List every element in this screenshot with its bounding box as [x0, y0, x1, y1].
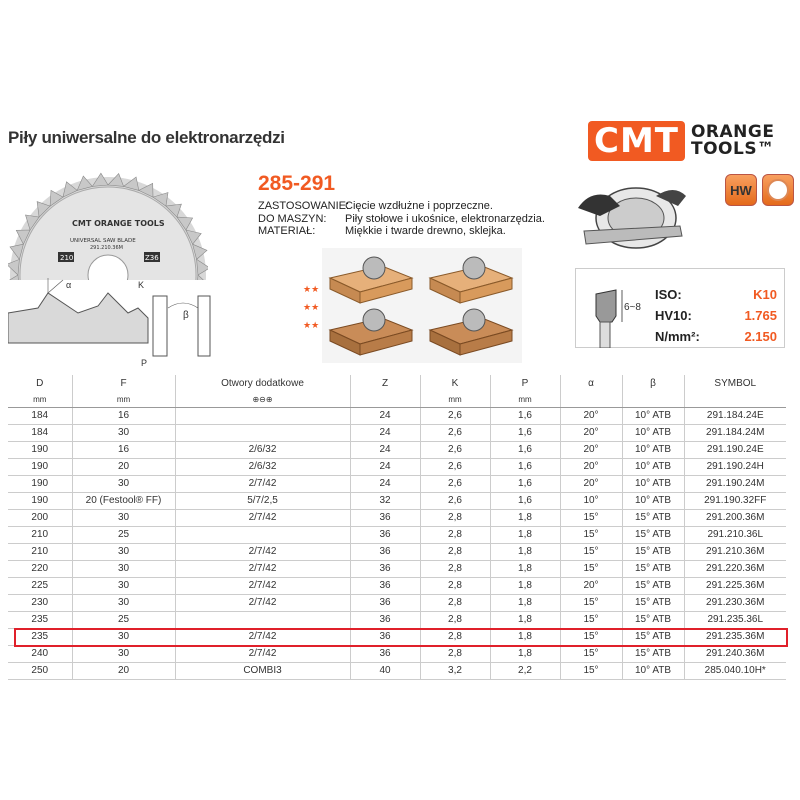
hardness-row [655, 326, 777, 347]
cell-beta: 15° ATB [622, 560, 684, 577]
cell-beta: 15° ATB [622, 594, 684, 611]
cell-p: 1,6 [490, 475, 560, 492]
cell-k: 2,6 [420, 424, 490, 441]
cell-alpha: 20° [560, 407, 622, 424]
cell-z: 32 [350, 492, 420, 509]
cell-z: 24 [350, 458, 420, 475]
cell-holes: 2/7/42 [175, 475, 350, 492]
hw-badge: HW [725, 174, 757, 206]
cell-symbol: 291.184.24E [684, 407, 786, 424]
cell-symbol: 291.190.24H [684, 458, 786, 475]
cell-d: 190 [8, 441, 72, 458]
cell-p: 1,8 [490, 628, 560, 645]
cell-f: 30 [72, 509, 175, 526]
table-row [8, 662, 786, 679]
cell-symbol: 291.230.36M [684, 594, 786, 611]
hardness-row [655, 284, 777, 305]
cell-beta: 10° ATB [622, 424, 684, 441]
spec-label: DO MASZYN: [258, 212, 327, 225]
blade-diameter: 210 [60, 254, 74, 262]
specs-list [258, 200, 545, 238]
cell-holes: COMBI3 [175, 662, 350, 679]
rating-stars-icon [302, 280, 320, 340]
cell-p: 1,6 [490, 441, 560, 458]
table-row [8, 407, 786, 424]
tooth-dimension: 6~8 [624, 302, 641, 313]
cell-k: 2,8 [420, 577, 490, 594]
cell-alpha: 15° [560, 611, 622, 628]
cell-symbol: 291.240.36M [684, 645, 786, 662]
table-row [8, 509, 786, 526]
cell-alpha: 15° [560, 628, 622, 645]
cell-p: 1,8 [490, 526, 560, 543]
column-header-alpha: α [560, 375, 622, 407]
cell-k: 2,8 [420, 509, 490, 526]
spec-value: Cięcie wzdłużne i poprzeczne. [345, 200, 493, 212]
column-header-symbol: SYMBOL [684, 375, 786, 407]
cell-d: 240 [8, 645, 72, 662]
cell-symbol: 291.190.32FF [684, 492, 786, 509]
logo-line1: ORANGE [690, 122, 775, 142]
cell-alpha: 20° [560, 475, 622, 492]
cell-k: 2,8 [420, 645, 490, 662]
cell-p: 1,8 [490, 543, 560, 560]
cell-f: 20 (Festool® FF) [72, 492, 175, 509]
logo-line2: TOOLS™ [690, 139, 775, 159]
cell-d: 190 [8, 475, 72, 492]
cell-d: 235 [8, 628, 72, 645]
product-table [8, 375, 786, 680]
cell-k: 2,8 [420, 543, 490, 560]
column-header-p: P mm [490, 375, 560, 407]
cell-f: 30 [72, 594, 175, 611]
cell-d: 200 [8, 509, 72, 526]
spec-value: Piły stołowe i ukośnice, elektronarzędzia. [345, 212, 545, 225]
cell-f: 30 [72, 475, 175, 492]
cell-beta: 15° ATB [622, 526, 684, 543]
spec-row [258, 200, 545, 213]
cell-d: 230 [8, 594, 72, 611]
hardness-values [655, 284, 777, 347]
blade-code: 291.210.36M [90, 245, 123, 251]
cell-symbol: 291.190.24E [684, 441, 786, 458]
cell-beta: 10° ATB [622, 441, 684, 458]
table-row [8, 492, 786, 509]
tooth-profile-drawing [8, 278, 238, 368]
table-row [8, 458, 786, 475]
cell-holes: 2/7/42 [175, 560, 350, 577]
cell-p: 1,8 [490, 509, 560, 526]
hardness-label: HV10: [655, 308, 692, 323]
cell-f: 30 [72, 543, 175, 560]
spec-row [258, 213, 545, 226]
cell-k: 2,6 [420, 492, 490, 509]
table-row [8, 560, 786, 577]
cell-symbol: 291.184.24M [684, 424, 786, 441]
cell-k: 2,8 [420, 526, 490, 543]
svg-text:P: P [141, 358, 148, 368]
cell-k: 3,2 [420, 662, 490, 679]
cell-symbol: 291.210.36M [684, 543, 786, 560]
cell-alpha: 15° [560, 543, 622, 560]
column-header-d: D mm [8, 375, 72, 407]
cell-d: 250 [8, 662, 72, 679]
cell-symbol: 291.220.36M [684, 560, 786, 577]
cell-f: 16 [72, 407, 175, 424]
table-row [8, 543, 786, 560]
cell-z: 36 [350, 560, 420, 577]
cell-holes [175, 407, 350, 424]
tooth-tip-drawing [582, 272, 652, 348]
table-row [8, 594, 786, 611]
cell-beta: 15° ATB [622, 645, 684, 662]
cell-d: 190 [8, 492, 72, 509]
cell-alpha: 15° [560, 594, 622, 611]
table-row [8, 645, 786, 662]
cell-k: 2,8 [420, 560, 490, 577]
wood-cut-illustrations [322, 248, 522, 363]
cell-k: 2,6 [420, 441, 490, 458]
cell-symbol: 291.200.36M [684, 509, 786, 526]
blade-brand: CMT ORANGE TOOLS [72, 219, 165, 228]
cell-d: 220 [8, 560, 72, 577]
column-header-holes: Otwory dodatkowe ⊕⊖⊕ [175, 375, 350, 407]
cell-p: 1,8 [490, 645, 560, 662]
cell-holes: 2/7/42 [175, 509, 350, 526]
hardness-label: ISO: [655, 287, 682, 302]
cell-z: 36 [350, 645, 420, 662]
cell-symbol: 291.190.24M [684, 475, 786, 492]
cell-f: 25 [72, 526, 175, 543]
cell-alpha: 15° [560, 560, 622, 577]
page-title: Piły uniwersalne do elektronarzędzi [8, 128, 285, 147]
cell-beta: 15° ATB [622, 543, 684, 560]
cell-k: 2,8 [420, 594, 490, 611]
cell-holes [175, 611, 350, 628]
cell-z: 24 [350, 441, 420, 458]
cell-p: 1,8 [490, 560, 560, 577]
hardness-value: 1.765 [744, 308, 777, 323]
cell-z: 36 [350, 594, 420, 611]
svg-text:α: α [66, 280, 72, 290]
cell-alpha: 15° [560, 526, 622, 543]
cell-beta: 15° ATB [622, 509, 684, 526]
svg-text:★★: ★★ [303, 320, 320, 330]
cell-holes: 2/7/42 [175, 628, 350, 645]
cell-f: 16 [72, 441, 175, 458]
cell-holes: 2/7/42 [175, 543, 350, 560]
cell-p: 1,6 [490, 492, 560, 509]
cell-k: 2,6 [420, 458, 490, 475]
cell-d: 225 [8, 577, 72, 594]
table-row [8, 628, 786, 645]
cell-f: 30 [72, 577, 175, 594]
hardness-row [655, 305, 777, 326]
cell-f: 30 [72, 560, 175, 577]
cell-z: 24 [350, 407, 420, 424]
cell-z: 36 [350, 509, 420, 526]
table-header-row [8, 375, 786, 407]
cell-f: 30 [72, 628, 175, 645]
cell-p: 1,8 [490, 577, 560, 594]
cell-k: 2,8 [420, 628, 490, 645]
cell-p: 1,8 [490, 611, 560, 628]
cell-holes [175, 424, 350, 441]
cell-d: 235 [8, 611, 72, 628]
cell-d: 184 [8, 407, 72, 424]
svg-text:★★: ★★ [303, 284, 320, 294]
spec-label: MATERIAŁ: [258, 225, 316, 237]
cell-p: 1,6 [490, 424, 560, 441]
table-row [8, 526, 786, 543]
cell-holes: 2/6/32 [175, 441, 350, 458]
cell-beta: 15° ATB [622, 628, 684, 645]
product-code: 285-291 [258, 172, 336, 195]
hardness-label: N/mm²: [655, 329, 700, 344]
cmt-logo [588, 118, 794, 164]
cell-f: 20 [72, 458, 175, 475]
cell-symbol: 291.235.36M [684, 628, 786, 645]
cell-z: 36 [350, 611, 420, 628]
blade-teeth: Z36 [145, 254, 159, 262]
cell-holes: 2/7/42 [175, 594, 350, 611]
cell-p: 1,6 [490, 458, 560, 475]
column-header-z: Z [350, 375, 420, 407]
column-header-k: K mm [420, 375, 490, 407]
saw-blade-image [8, 170, 208, 280]
cell-p: 1,6 [490, 407, 560, 424]
cell-holes [175, 526, 350, 543]
cell-k: 2,6 [420, 475, 490, 492]
cell-d: 210 [8, 543, 72, 560]
table-row [8, 475, 786, 492]
cell-beta: 10° ATB [622, 492, 684, 509]
cell-symbol: 291.225.36M [684, 577, 786, 594]
cell-beta: 10° ATB [622, 475, 684, 492]
cell-beta: 15° ATB [622, 611, 684, 628]
hardness-value: 2.150 [744, 329, 777, 344]
cell-f: 30 [72, 645, 175, 662]
cell-beta: 15° ATB [622, 577, 684, 594]
cell-p: 2,2 [490, 662, 560, 679]
cell-z: 24 [350, 475, 420, 492]
cell-d: 184 [8, 424, 72, 441]
cell-beta: 10° ATB [622, 407, 684, 424]
cell-p: 1,8 [490, 594, 560, 611]
cell-z: 36 [350, 526, 420, 543]
svg-text:β: β [183, 310, 189, 321]
logo-brand: CMT [588, 121, 685, 161]
column-header-f: F mm [72, 375, 175, 407]
spec-row [258, 225, 545, 238]
cell-beta: 10° ATB [622, 458, 684, 475]
cell-alpha: 15° [560, 509, 622, 526]
cell-symbol: 285.040.10H* [684, 662, 786, 679]
wood-material-icon [762, 174, 794, 206]
svg-text:★★: ★★ [303, 302, 320, 312]
table-row [8, 424, 786, 441]
cell-alpha: 20° [560, 441, 622, 458]
cell-z: 36 [350, 577, 420, 594]
svg-text:K: K [138, 280, 145, 290]
cell-alpha: 20° [560, 577, 622, 594]
cell-alpha: 15° [560, 662, 622, 679]
blade-name: UNIVERSAL SAW BLADE [70, 238, 136, 244]
cell-z: 36 [350, 543, 420, 560]
table-row [8, 611, 786, 628]
cell-alpha: 10° [560, 492, 622, 509]
table-row [8, 577, 786, 594]
hardness-value: K10 [753, 287, 777, 302]
cell-holes: 5/7/2,5 [175, 492, 350, 509]
cell-k: 2,8 [420, 611, 490, 628]
cell-symbol: 291.210.36L [684, 526, 786, 543]
cell-d: 190 [8, 458, 72, 475]
cell-k: 2,6 [420, 407, 490, 424]
table-row [8, 441, 786, 458]
cell-holes: 2/7/42 [175, 577, 350, 594]
circular-saw-image [570, 176, 690, 258]
cell-d: 210 [8, 526, 72, 543]
cell-f: 25 [72, 611, 175, 628]
spec-value: Miękkie i twarde drewno, sklejka. [345, 225, 506, 237]
cell-z: 24 [350, 424, 420, 441]
spec-label: ZASTOSOWANIE: [258, 200, 350, 212]
cell-holes: 2/6/32 [175, 458, 350, 475]
cell-f: 20 [72, 662, 175, 679]
cell-f: 30 [72, 424, 175, 441]
cell-z: 40 [350, 662, 420, 679]
cell-symbol: 291.235.36L [684, 611, 786, 628]
column-header-beta: β [622, 375, 684, 407]
cell-alpha: 15° [560, 645, 622, 662]
cell-holes: 2/7/42 [175, 645, 350, 662]
cell-alpha: 20° [560, 424, 622, 441]
cell-alpha: 20° [560, 458, 622, 475]
cell-beta: 10° ATB [622, 662, 684, 679]
cell-z: 36 [350, 628, 420, 645]
